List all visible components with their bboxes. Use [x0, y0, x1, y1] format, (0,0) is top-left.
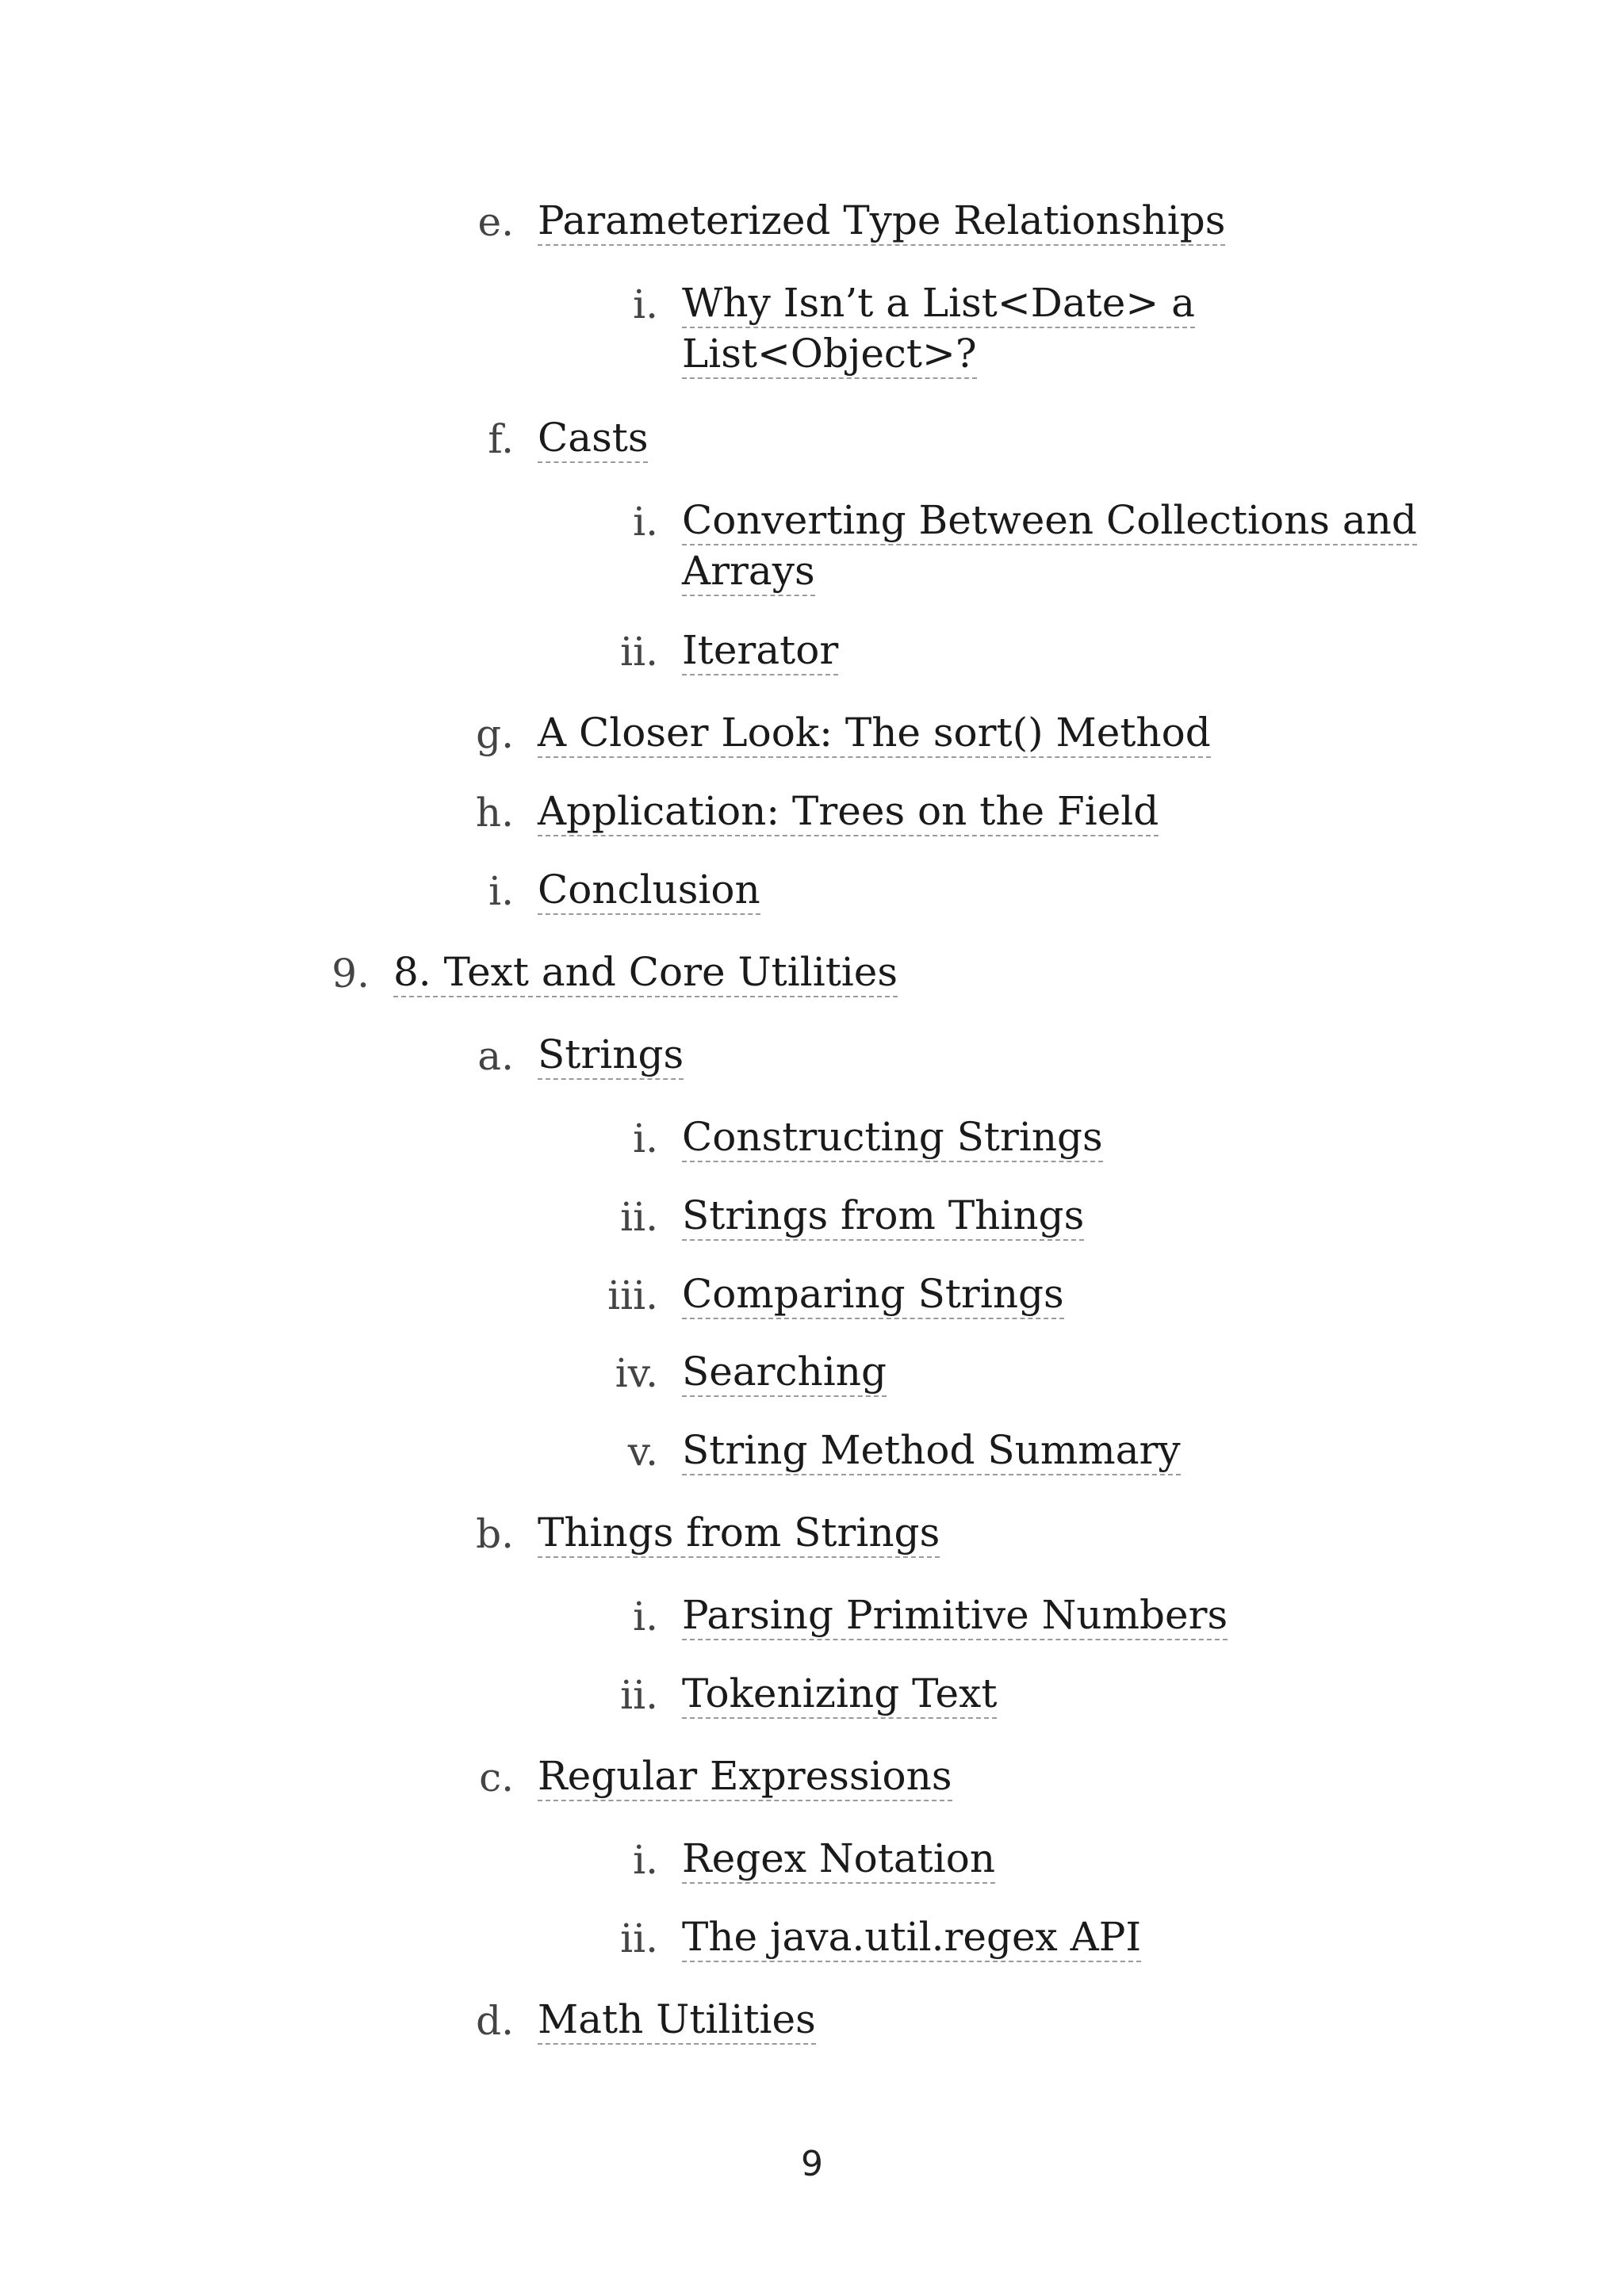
list-marker: i.: [633, 1837, 658, 1883]
toc-link-why-isnt-list-date-line1[interactable]: Why Isn’t a List<Date> a: [682, 279, 1195, 328]
list-marker: d.: [476, 1998, 514, 2044]
list-marker: ii.: [620, 1672, 658, 1718]
toc-link-regex-notation[interactable]: Regex Notation: [682, 1835, 995, 1884]
list-marker: f.: [488, 416, 514, 462]
list-marker: v.: [627, 1429, 658, 1475]
list-marker: iv.: [615, 1350, 658, 1396]
list-marker: i.: [488, 868, 514, 914]
page-number: 9: [801, 2144, 823, 2184]
list-marker: iii.: [607, 1272, 658, 1318]
toc-link-iterator[interactable]: Iterator: [682, 626, 838, 675]
toc-link-string-method-summary[interactable]: String Method Summary: [682, 1426, 1181, 1475]
list-marker: i.: [633, 499, 658, 545]
toc-link-text-and-core-utilities[interactable]: 8. Text and Core Utilities: [393, 948, 898, 997]
toc-link-why-isnt-list-date-line2[interactable]: List<Object>?: [682, 330, 977, 379]
toc-link-converting-between-collections-line1[interactable]: Converting Between Collections and: [682, 496, 1417, 545]
list-marker: i.: [633, 281, 658, 327]
toc-link-parameterized-type-relationships[interactable]: Parameterized Type Relationships: [538, 197, 1225, 246]
list-marker: ii.: [620, 1194, 658, 1240]
toc-link-closer-look-sort[interactable]: A Closer Look: The sort() Method: [538, 709, 1211, 758]
list-marker: ii.: [620, 629, 658, 675]
toc-link-casts[interactable]: Casts: [538, 414, 648, 463]
list-marker: i.: [633, 1594, 658, 1640]
list-marker: h.: [475, 790, 514, 836]
list-marker: g.: [476, 711, 514, 757]
toc-link-application-trees[interactable]: Application: Trees on the Field: [538, 787, 1159, 836]
toc-link-java-util-regex-api[interactable]: The java.util.regex API: [682, 1913, 1141, 1962]
list-marker: c.: [479, 1755, 514, 1800]
list-marker: 9.: [331, 951, 370, 997]
list-marker: b.: [476, 1511, 514, 1557]
toc-link-strings[interactable]: Strings: [538, 1031, 684, 1080]
list-marker: e.: [477, 199, 514, 245]
toc-link-searching[interactable]: Searching: [682, 1348, 887, 1397]
list-marker: ii.: [620, 1915, 658, 1961]
toc-link-conclusion[interactable]: Conclusion: [538, 866, 760, 915]
toc-link-parsing-primitive-numbers[interactable]: Parsing Primitive Numbers: [682, 1591, 1228, 1640]
toc-link-converting-between-collections-line2[interactable]: Arrays: [682, 547, 815, 596]
toc-link-strings-from-things[interactable]: Strings from Things: [682, 1192, 1084, 1241]
toc-link-math-utilities[interactable]: Math Utilities: [538, 1996, 816, 2045]
toc-link-comparing-strings[interactable]: Comparing Strings: [682, 1270, 1064, 1319]
list-marker: a.: [477, 1033, 514, 1079]
toc-link-regular-expressions[interactable]: Regular Expressions: [538, 1752, 952, 1801]
toc-link-tokenizing-text[interactable]: Tokenizing Text: [682, 1670, 997, 1719]
list-marker: i.: [633, 1115, 658, 1161]
toc-link-things-from-strings[interactable]: Things from Strings: [538, 1509, 940, 1558]
toc-link-constructing-strings[interactable]: Constructing Strings: [682, 1113, 1103, 1162]
